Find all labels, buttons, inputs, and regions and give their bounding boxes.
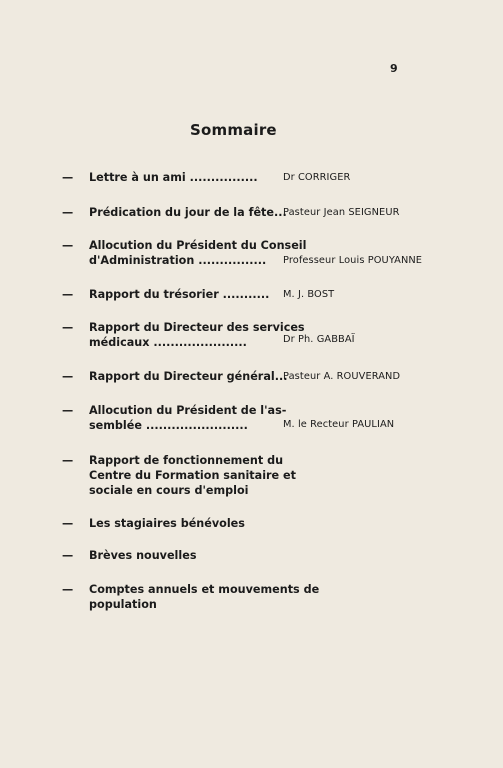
entry-line: Les stagiaires bénévoles <box>89 517 245 530</box>
page-number: 9 <box>390 62 398 75</box>
dash: — <box>62 370 74 383</box>
dash: — <box>62 404 74 417</box>
entry-line: d'Administration ................ <box>89 254 267 267</box>
dash: — <box>62 321 74 334</box>
entry-text <box>89 516 285 531</box>
entry-line: Rapport du Directeur général... <box>89 370 288 383</box>
entry-text <box>89 170 285 185</box>
entry-line: Centre du Formation sanitaire et <box>89 469 296 482</box>
entry-text <box>89 205 285 220</box>
entry-line: médicaux ...................... <box>89 336 247 349</box>
entry-author: M. le Recteur PAULIAN <box>283 419 395 430</box>
entry-line: Lettre à un ami ................ <box>89 171 258 184</box>
entry-line: sociale en cours d'emploi <box>89 484 249 497</box>
dash: — <box>62 171 74 184</box>
dash: — <box>62 206 74 219</box>
entry-text <box>89 403 285 433</box>
entry-line: Allocution du Président de l'as- <box>89 404 287 417</box>
entry-line: Rapport de fonctionnement du <box>89 454 284 467</box>
entry-text <box>89 287 285 302</box>
entry-line: semblée ........................ <box>89 419 248 432</box>
entry-author: Professeur Louis POUYANNE <box>283 255 423 266</box>
entry-line: Allocution du Président du Conseil <box>89 239 307 252</box>
entry-author: Pasteur Jean SEIGNEUR <box>283 207 400 218</box>
page-title: Sommaire <box>190 121 277 139</box>
entry-text <box>89 453 296 498</box>
entry-author: Dr Ph. GABBAÏ <box>283 334 355 345</box>
entry-author: M. J. BOST <box>283 289 335 300</box>
entry-line: Rapport du trésorier ........... <box>89 288 270 301</box>
entry-line: Comptes annuels et mouvements de <box>89 583 320 596</box>
dash: — <box>62 549 74 562</box>
dash: — <box>62 583 74 596</box>
entry-text <box>89 320 305 350</box>
entry-line: population <box>89 598 157 611</box>
dash: — <box>62 454 74 467</box>
entry-text <box>89 548 285 563</box>
entry-text <box>89 238 307 268</box>
entry-line: Rapport du Directeur des services <box>89 321 305 334</box>
entry-line: Prédication du jour de la fête... <box>89 206 287 219</box>
dash: — <box>62 239 74 252</box>
entry-line: Brèves nouvelles <box>89 549 197 562</box>
entry-author: Dr CORRIGER <box>283 172 351 183</box>
entry-author: Pasteur A. ROUVERAND <box>283 371 401 382</box>
dash: — <box>62 517 74 530</box>
entry-text <box>89 582 320 612</box>
entry-text <box>89 369 288 384</box>
dash: — <box>62 288 74 301</box>
